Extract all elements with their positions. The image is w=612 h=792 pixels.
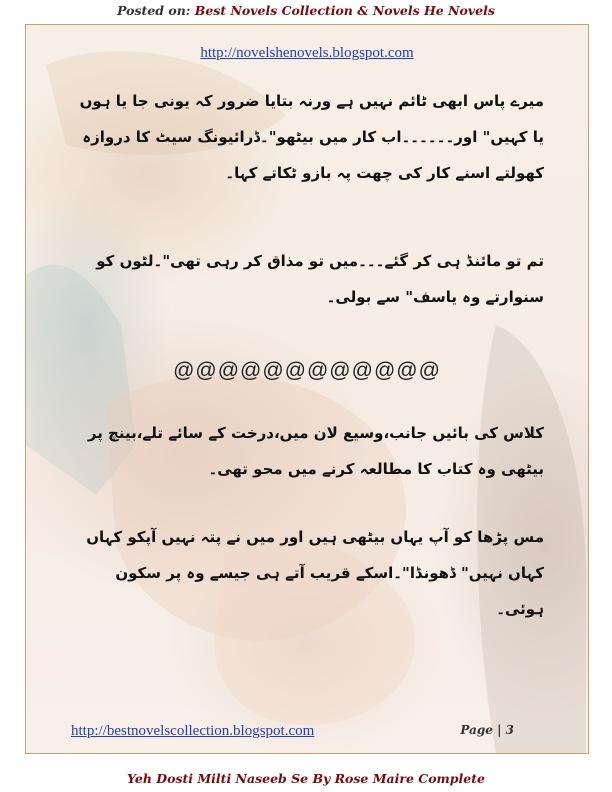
posted-on-label: Posted on:	[117, 3, 191, 18]
header-blog-link[interactable]: http://novelshenovels.blogspot.com	[200, 45, 414, 61]
paragraph-4: مس پڑھا کو آپ یہاں بیٹھی ہیں اور میں نے پتہ نہیں آپکو کہاں کہاں نہیں" ڈھونڈا"۔اسکے قریب آتے ہی جیسے وہ پر سکون ہوئی۔	[86, 528, 544, 618]
footer-blog-link[interactable]: http://bestnovelscollection.blogspot.com	[71, 723, 315, 739]
page-number: Page | 3	[460, 723, 514, 737]
top-banner	[0, 0, 612, 22]
bottom-banner: Yeh Dosti Milti Naseeb Se By Rose Maire Complete	[127, 771, 485, 786]
section-separator: @@@@@@@@@@@@	[173, 359, 441, 382]
site-name: Best Novels Collection & Novels He Novels	[194, 3, 495, 18]
paragraph-3: کلاس کی بائیں جانب،وسیع لان میں،درخت کے سائے تلے،بینچ پر بیٹھی وہ کتاب کا مطالعہ کرنے میں محو تھی۔	[87, 424, 544, 478]
page-frame	[25, 24, 589, 754]
paragraph-2: تم تو مائنڈ ہی کر گئے۔۔۔میں تو مذاق کر رہی تھی"۔لٹوں کو سنوارتے وہ یاسف" سے بولی۔	[96, 252, 544, 306]
paragraph-1: میرے پاس ابھی ٹائم نہیں ہے ورنہ بتایا ضرور کہ یونی جا یا ہوں یا کہیں" اور۔۔۔۔۔۔اب کار میں بیٹھو"۔ڈرائیونگ سیٹ کا دروازہ کھولتے اسنے کار کی چھت پہ بازو ٹکاتے کہا۔	[79, 92, 544, 182]
